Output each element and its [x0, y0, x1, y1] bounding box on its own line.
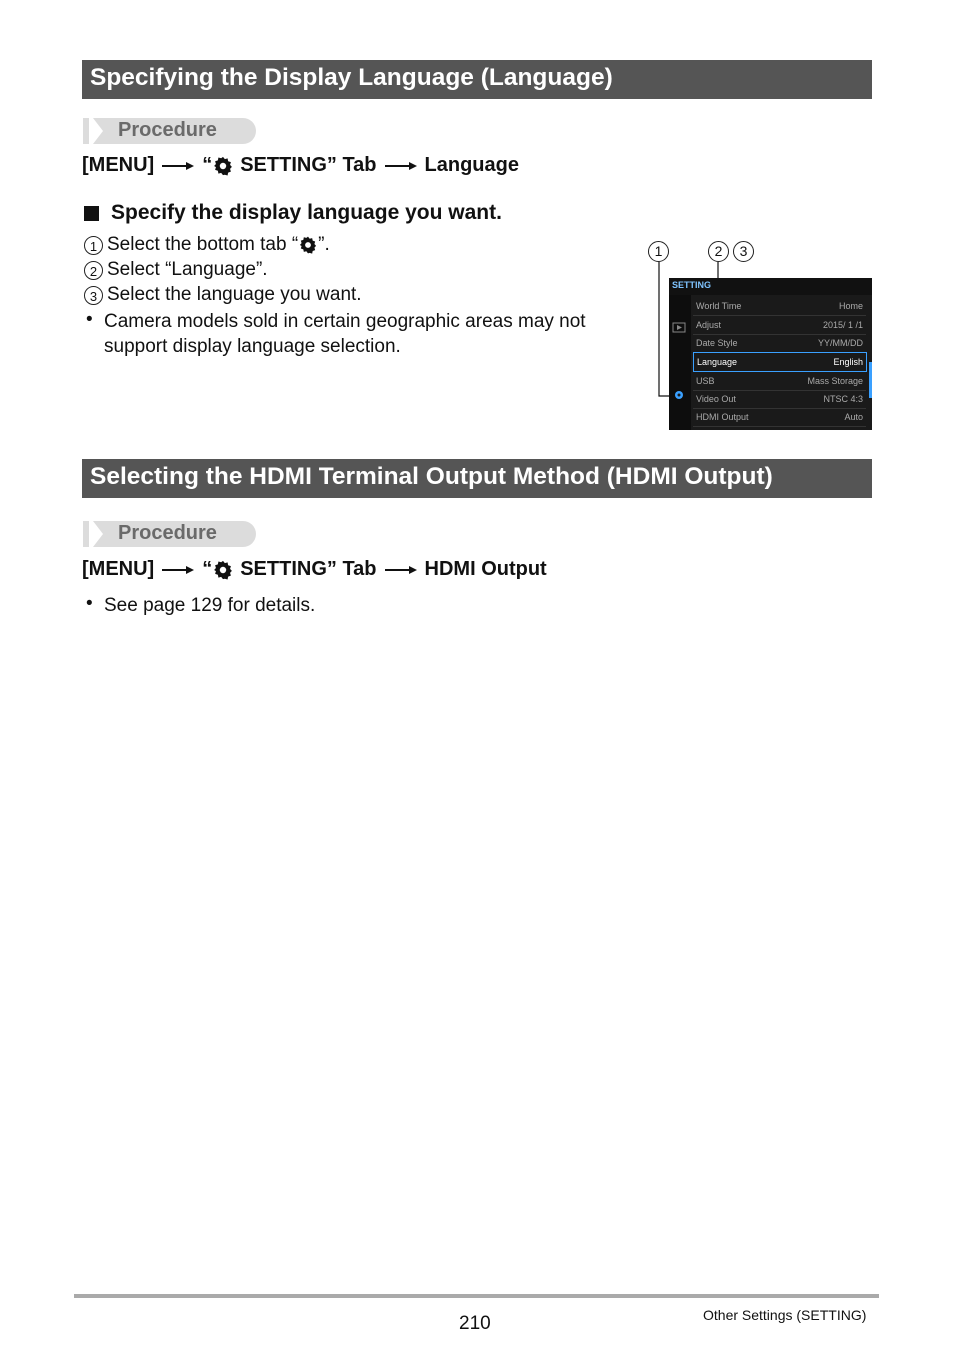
arrow-right-icon — [162, 154, 194, 177]
screen-row — [693, 334, 866, 353]
note-text: See page 129 for details. — [104, 595, 316, 616]
row-value: Mass Storage — [807, 376, 863, 386]
bullet: • — [86, 309, 93, 330]
screen-row-selected — [693, 352, 867, 372]
screen-row — [693, 408, 866, 427]
gear-icon — [212, 155, 234, 177]
screen-row — [693, 297, 866, 316]
menu-item: Language — [424, 154, 519, 176]
arrow-right-icon — [385, 558, 417, 581]
callout-number: 3 — [733, 241, 754, 262]
procedure-tag — [83, 521, 256, 547]
callout-number: 1 — [648, 241, 669, 262]
menu-path — [82, 558, 547, 581]
step-number: 2 — [84, 261, 103, 280]
row-label: Language — [697, 357, 738, 367]
row-value: English — [833, 357, 863, 367]
row-label: Video Out — [696, 394, 736, 404]
footer-section-name: Other Settings (SETTING) — [703, 1307, 867, 1323]
menu-quote: “ — [202, 558, 213, 580]
callout-1 — [648, 241, 673, 262]
note-text: Camera models sold in certain geographic areas may not support display language selection. — [104, 311, 586, 357]
menu-item: HDMI Output — [424, 558, 547, 580]
row-label: Date Style — [696, 338, 738, 348]
section-title: Selecting the HDMI Terminal Output Method (HDMI Output) — [90, 463, 773, 490]
step-text: Select the language you want. — [107, 284, 362, 305]
procedure-tag — [83, 118, 256, 144]
camera-screen — [669, 278, 872, 430]
screen-row — [693, 390, 866, 409]
section-title-bar — [82, 60, 872, 99]
menu-key: [MENU] — [82, 558, 155, 580]
footer-rule — [74, 1294, 879, 1298]
step-number: 1 — [84, 236, 103, 255]
subheading-text: Specify the display language you want. — [111, 201, 502, 224]
arrow-right-icon — [162, 558, 194, 581]
procedure-label: Procedure — [118, 522, 217, 544]
row-value: Auto — [844, 412, 863, 422]
gear-icon — [212, 559, 234, 581]
row-value: NTSC 4:3 — [823, 394, 863, 404]
procedure-label: Procedure — [118, 119, 217, 141]
step-number: 3 — [84, 286, 103, 305]
bullet: • — [86, 593, 93, 614]
row-label: World Time — [696, 301, 742, 311]
screen-title: SETTING — [672, 280, 712, 290]
page-number: 210 — [459, 1313, 491, 1334]
row-value: 2015/ 1 /1 — [822, 320, 863, 330]
row-value: Home — [838, 301, 863, 311]
screen-scrollbar — [869, 362, 872, 398]
menu-tab-name: SETTING” Tab — [240, 558, 377, 580]
step-item — [84, 234, 330, 256]
row-label: HDMI Output — [696, 412, 749, 422]
callout-number: 2 — [708, 241, 729, 262]
row-label: USB — [696, 376, 715, 386]
menu-path — [82, 154, 519, 177]
step-item — [84, 284, 362, 306]
screen-header — [669, 278, 872, 295]
callout-2-3 — [708, 241, 758, 262]
section-title-bar — [82, 459, 872, 498]
arrow-right-icon — [385, 154, 417, 177]
step-text: Select “Language”. — [107, 259, 268, 280]
row-label: Adjust — [696, 320, 722, 330]
step-text: Select the bottom tab “ — [107, 234, 299, 255]
menu-key: [MENU] — [82, 154, 155, 176]
step-item — [84, 259, 268, 281]
row-value: YY/MM/DD — [818, 338, 863, 348]
section-title: Specifying the Display Language (Language) — [90, 64, 613, 91]
screen-tab-bar — [669, 295, 691, 430]
subheading — [82, 201, 502, 225]
gear-icon — [298, 235, 318, 255]
screen-row — [693, 316, 866, 335]
menu-tab-name: SETTING” Tab — [240, 154, 377, 176]
screen-row — [693, 372, 866, 391]
square-bullet-icon — [84, 206, 99, 221]
menu-quote: “ — [202, 154, 213, 176]
step-text-end: ”. — [318, 234, 330, 255]
